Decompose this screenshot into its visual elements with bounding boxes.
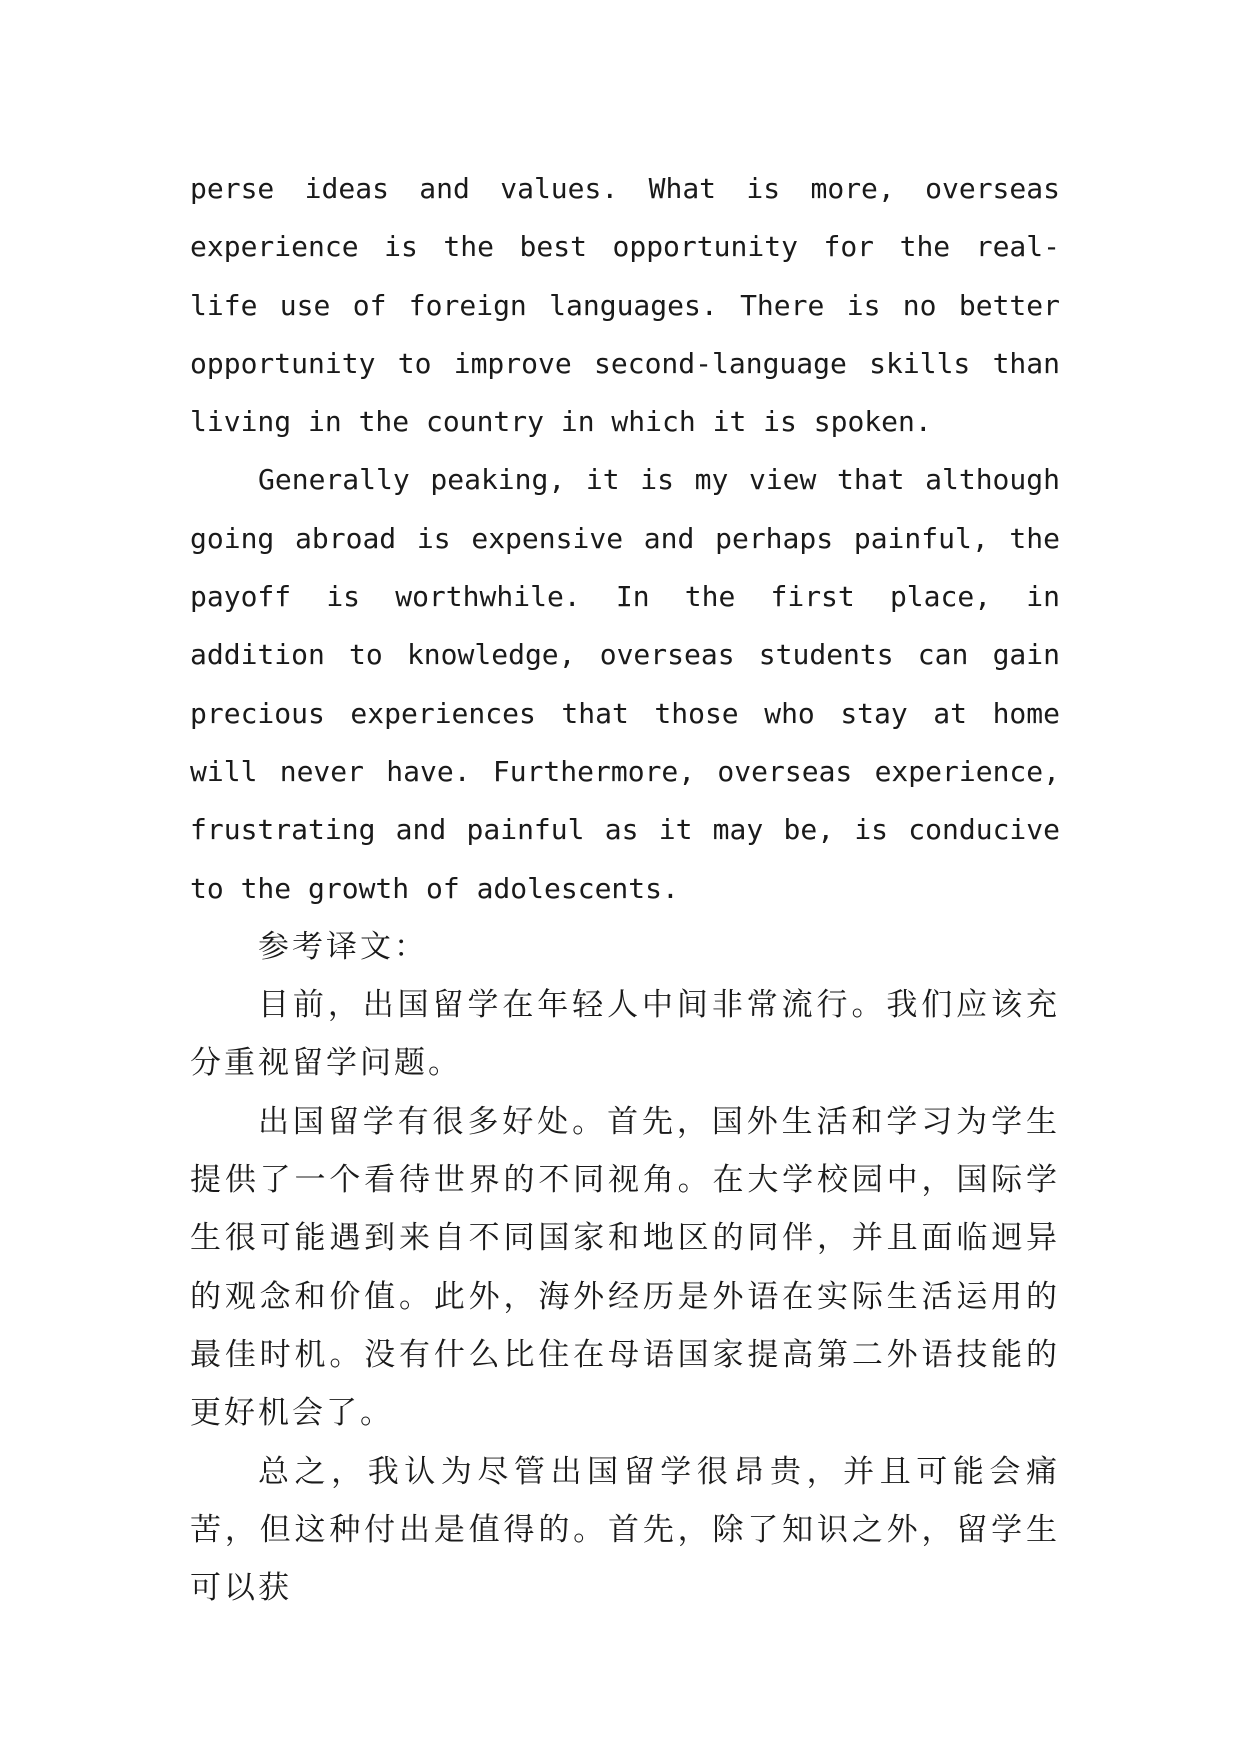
translation-heading: 参考译文： [258,928,428,965]
paragraph-english-2: Generally peaking, it is my view that although going abroad is expensive and perhaps painful, the payoff is worthwhile. In the first place, in addition to knowledge, overseas students can gain precious experiences that those who stay at home will never have. Furthermore, overseas experience, frustrating and painful as it may be, is conducive to the growth of adolescents. [190,463,1060,905]
paragraph-chinese-1: 目前，出国留学在年轻人中间非常流行。我们应该充分重视留学问题。 [190,987,1060,1082]
document-body [190,160,1060,1617]
paragraph-chinese-2: 出国留学有很多好处。首先，国外生活和学习为学生提供了一个看待世界的不同视角。在大学校园中，国际学生很可能遇到来自不同国家和地区的同伴，并且面临迥异的观念和价值。此外，海外经历是外语在实际生活运用的最佳时机。没有什么比住在母语国家提高第二外语技能的更好机会了。 [190,1103,1060,1432]
paragraph-chinese-3: 总之，我认为尽管出国留学很昂贵，并且可能会痛苦，但这种付出是值得的。首先，除了知识之外，留学生可以获 [190,1453,1060,1607]
paragraph-english-1: perse ideas and values. What is more, overseas experience is the best opportunity for the real-life use of foreign languages. There is no better opportunity to improve second-language skills than living in the country in which it is spoken. [190,172,1060,439]
